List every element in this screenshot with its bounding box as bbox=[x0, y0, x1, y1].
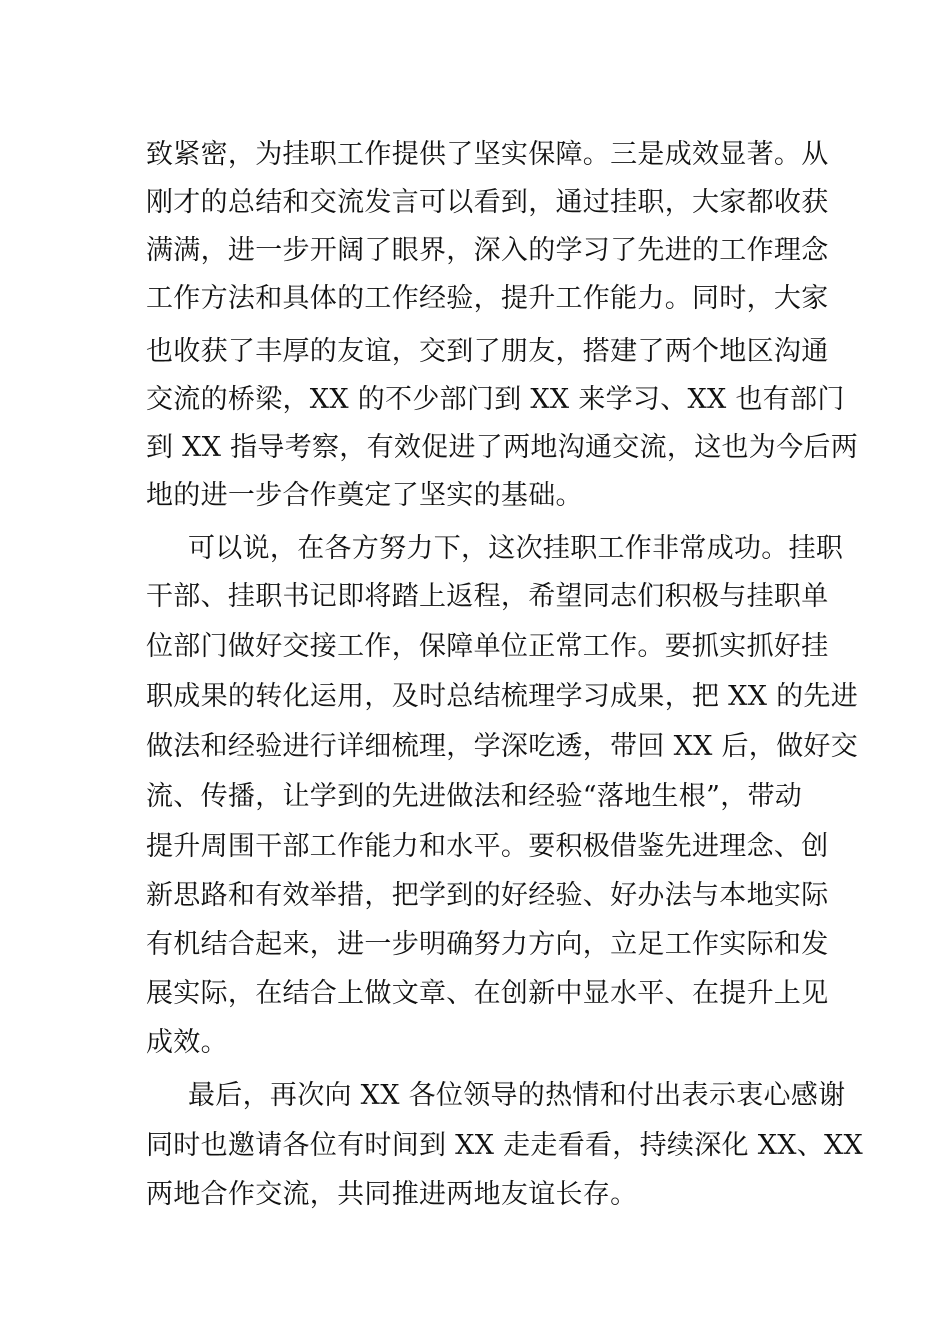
text-line: 致紧密，为挂职工作提供了坚实保障。三是成效显著。从 bbox=[146, 139, 829, 170]
text-line: 可以说，在各方努力下，这次挂职工作非常成功。挂职 bbox=[188, 533, 844, 564]
text-line: 做法和经验进行详细梳理，学深吃透，带回 XX 后，做好交 bbox=[146, 731, 859, 762]
text-line: 满满，进一步开阔了眼界，深入的学习了先进的工作理念 bbox=[146, 235, 829, 266]
text-line: 提升周围干部工作能力和水平。要积极借鉴先进理念、创 bbox=[146, 831, 829, 862]
text-line: 到 XX 指导考察，有效促进了两地沟通交流，这也为今后两 bbox=[146, 432, 859, 463]
text-line: 最后，再次向 XX 各位领导的热情和付出表示衷心感谢 bbox=[188, 1080, 846, 1111]
text-line: 位部门做好交接工作，保障单位正常工作。要抓实抓好挂 bbox=[146, 631, 829, 662]
text-line: 地的进一步合作奠定了坚实的基础。 bbox=[146, 480, 583, 511]
text-line: 有机结合起来，进一步明确努力方向，立足工作实际和发 bbox=[146, 929, 829, 960]
text-line: 交流的桥梁，XX 的不少部门到 XX 来学习、XX 也有部门 bbox=[146, 384, 845, 415]
text-line: 新思路和有效举措，把学到的好经验、好办法与本地实际 bbox=[146, 880, 829, 911]
text-line: 两地合作交流，共同推进两地友谊长存。 bbox=[146, 1179, 638, 1210]
text-line: 流、传播，让学到的先进做法和经验“落地生根”，带动 bbox=[146, 781, 803, 812]
text-line: 成效。 bbox=[146, 1027, 228, 1058]
text-line: 也收获了丰厚的友谊，交到了朋友，搭建了两个地区沟通 bbox=[146, 336, 829, 367]
text-line: 职成果的转化运用，及时总结梳理学习成果，把 XX 的先进 bbox=[146, 681, 859, 712]
text-line: 展实际，在结合上做文章、在创新中显水平、在提升上见 bbox=[146, 978, 829, 1009]
text-line: 干部、挂职书记即将踏上返程，希望同志们积极与挂职单 bbox=[146, 581, 829, 612]
text-line: 工作方法和具体的工作经验，提升工作能力。同时，大家 bbox=[146, 283, 829, 314]
text-line: 同时也邀请各位有时间到 XX 走走看看，持续深化 XX、XX bbox=[146, 1130, 864, 1161]
text-line: 刚才的总结和交流发言可以看到，通过挂职，大家都收获 bbox=[146, 187, 829, 218]
